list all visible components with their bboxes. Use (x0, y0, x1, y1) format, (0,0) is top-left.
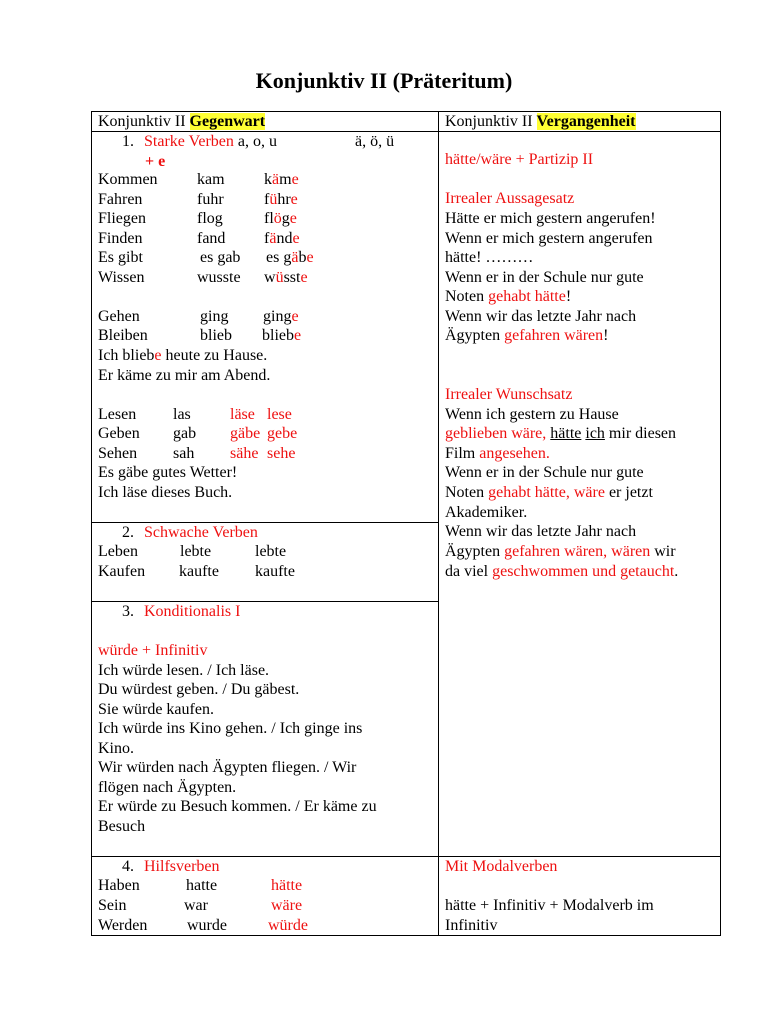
header-left-highlight: Gegenwart (189, 113, 266, 130)
w2-ul: hätte (550, 425, 582, 442)
lesen-infinitive: Geben (98, 425, 140, 442)
s1-heading: Starke Verben (144, 133, 234, 150)
wunschsatz-line-7: Wenn wir das letzte Jahr nach (445, 523, 637, 540)
header-right-highlight: Vergangenheit (536, 113, 636, 130)
weak-infinitive: Kaufen (98, 563, 146, 580)
table-column-divider (438, 111, 439, 936)
k-e: e (290, 191, 298, 208)
a5-red: gehabt hätte (488, 288, 566, 305)
w5-red: gehabt hätte, wäre (488, 484, 605, 501)
strong-verb-past: fuhr (197, 191, 224, 208)
w5-pre: Noten (445, 484, 489, 501)
aux-past: hatte (186, 877, 218, 894)
wunschsatz-heading: Irrealer Wunschsatz (445, 386, 573, 403)
k-mid: sst (283, 269, 301, 286)
lesen-k1-form: lese (267, 406, 292, 423)
aux-past: war (184, 897, 208, 914)
aussagesatz-heading: Irrealer Aussagesatz (445, 190, 575, 207)
lesen-infinitive: Sehen (98, 445, 138, 462)
strong-verb-past: fand (197, 230, 226, 247)
right-formula: hätte/wäre + Partizip II (445, 151, 594, 168)
aussagesatz-line-7 (445, 326, 608, 346)
k-pre: blieb (262, 327, 294, 344)
example-kaeme: Er käme zu mir am Abend. (98, 367, 271, 384)
lesen-past: gab (173, 425, 197, 442)
strong-verb-infinitive: Bleiben (98, 327, 148, 344)
aussagesatz-line-1: Hätte er mich gestern angerufen! (445, 210, 656, 227)
strong-verb-infinitive: Fliegen (98, 210, 146, 227)
lesen-infinitive: Lesen (98, 406, 137, 423)
lesen-past: las (173, 406, 191, 423)
konditionalis-line: Er würde zu Besuch kommen. / Er käme zu (98, 798, 377, 815)
wunschsatz-line-6: Akademiker. (445, 504, 528, 521)
k-pre: k (264, 171, 272, 188)
aux-infinitive: Sein (98, 897, 127, 914)
wunschsatz-line-3 (445, 444, 550, 464)
strong-verb-past: wusste (197, 269, 241, 286)
a7-post: ! (603, 327, 609, 344)
table-border-left (91, 111, 92, 936)
strong-verb-infinitive: Es gibt (98, 249, 143, 266)
lesen-past: sah (173, 445, 195, 462)
s4-heading-line (122, 857, 220, 877)
s1-vowels-a: a, o, u (233, 133, 278, 150)
lesen-k2-form: gäbe (230, 425, 261, 442)
strong-verb-past: es gab (200, 249, 241, 266)
konditionalis-line: Wir würden nach Ägypten fliegen. / Wir (98, 759, 357, 776)
k-mid: g (281, 210, 290, 227)
aux-infinitive: Werden (98, 917, 148, 934)
k-pre: f (264, 230, 270, 247)
konditionalis-line: Kino. (98, 740, 134, 757)
w2-ul2: ich (585, 425, 605, 442)
strong-verb-past: ging (200, 308, 229, 325)
k-pre: f (264, 191, 270, 208)
weak-past: kaufte (179, 563, 219, 580)
k-pre: fl (264, 210, 274, 227)
k-mid: nd (276, 230, 293, 247)
strong-verb-past: kam (197, 171, 225, 188)
w2-red: geblieben wäre, (445, 425, 551, 442)
k-umlaut: ä (269, 230, 277, 247)
a7-pre: Ägypten (445, 327, 505, 344)
k-umlaut: ü (269, 191, 278, 208)
s2-number: 2. (122, 524, 134, 541)
lesen-k2-form: sähe (230, 445, 259, 462)
strong-verb-konjunktiv (263, 307, 299, 327)
w8-red: gefahren wären, wären (504, 543, 651, 560)
konditionalis-line: Sie würde kaufen. (98, 701, 214, 718)
k-e: e (291, 308, 299, 325)
s1-heading-line (122, 132, 277, 152)
w2-post: mir diesen (604, 425, 677, 442)
k-umlaut: ü (275, 269, 284, 286)
example-laese: Ich läse dieses Buch. (98, 484, 233, 501)
s4-heading: Hilfsverben (144, 858, 220, 875)
w5-post: er jetzt (604, 484, 653, 501)
strong-verb-konjunktiv (266, 248, 314, 268)
a5-pre: Noten (445, 288, 489, 305)
weak-konjunktiv: lebte (255, 543, 287, 560)
konditionalis-line: Ich würde ins Kino gehen. / Ich ginge ins (98, 720, 363, 737)
strong-verb-past: blieb (200, 327, 232, 344)
w9-post: . (674, 563, 679, 580)
konditionalis-line: Du würdest geben. / Du gäbest. (98, 681, 300, 698)
k-e: e (291, 171, 299, 188)
strong-verb-infinitive: Finden (98, 230, 143, 247)
lesen-k2-form: läse (230, 406, 255, 423)
k-umlaut: ä (291, 249, 299, 266)
modalverben-heading: Mit Modalverben (445, 858, 558, 875)
konditionalis-line: Besuch (98, 818, 146, 835)
wunschsatz-line-1: Wenn ich gestern zu Hause (445, 406, 619, 423)
ex1-pre: Ich blieb (98, 347, 155, 364)
aussagesatz-line-2: Wenn er mich gestern angerufen (445, 230, 653, 247)
ex1-post: heute zu Hause. (161, 347, 268, 364)
wunschsatz-line-4: Wenn er in der Schule nur gute (445, 464, 644, 481)
a5-post: ! (565, 288, 572, 305)
weak-infinitive: Leben (98, 543, 138, 560)
modalverben-line-2: Infinitiv (445, 917, 498, 934)
weak-konjunktiv: kaufte (255, 563, 295, 580)
s3-heading: Konditionalis I (144, 603, 241, 620)
wunschsatz-line-9 (445, 562, 678, 582)
aux-past: wurde (187, 917, 227, 934)
lesen-k1-form: sehe (267, 445, 296, 462)
header-left (98, 112, 265, 132)
strong-verb-konjunktiv (262, 326, 301, 346)
s1-vowels-b: ä, ö, ü (355, 133, 395, 150)
strong-verb-konjunktiv (264, 190, 298, 210)
k-umlaut: ö (273, 210, 282, 227)
strong-verb-konjunktiv (264, 229, 300, 249)
k-e: e (289, 210, 297, 227)
ex1-e: e (154, 347, 162, 364)
k-e: e (292, 230, 300, 247)
header-right (445, 112, 636, 132)
k-e: e (300, 269, 308, 286)
konditionalis-line: flögen nach Ägypten. (98, 779, 237, 796)
header-left-prefix: Konjunktiv II (98, 113, 190, 130)
k-mid: m (279, 171, 292, 188)
w9-pre: da viel (445, 563, 493, 580)
s3-formula: würde + Infinitiv (98, 642, 208, 659)
strong-verb-infinitive: Fahren (98, 191, 143, 208)
aux-infinitive: Haben (98, 877, 140, 894)
header-right-prefix: Konjunktiv II (445, 113, 537, 130)
k-mid: b (298, 249, 307, 266)
modalverben-line-1: hätte + Infinitiv + Modalverb im (445, 897, 654, 914)
s4-number: 4. (122, 858, 134, 875)
strong-verb-infinitive: Gehen (98, 308, 140, 325)
konditionalis-line: Ich würde lesen. / Ich läse. (98, 662, 270, 679)
aussagesatz-line-3: hätte! ……… (445, 249, 534, 266)
table-border-bottom (91, 935, 721, 936)
example-blieb (98, 346, 267, 366)
aussagesatz-line-6: Wenn wir das letzte Jahr nach (445, 308, 637, 325)
wunschsatz-line-8 (445, 542, 676, 562)
strong-verb-infinitive: Wissen (98, 269, 145, 286)
k-pre: w (264, 269, 276, 286)
s2-heading-line (122, 523, 258, 543)
w3-pre: Film (445, 445, 480, 462)
w8-pre: Ägypten (445, 543, 505, 560)
w8-post: wir (650, 543, 676, 560)
w3-red: angesehen. (479, 445, 550, 462)
s3-number: 3. (122, 603, 134, 620)
k-pre: ging (263, 308, 292, 325)
page-title: Konjunktiv II (Präteritum) (255, 68, 513, 93)
strong-verb-past: flog (197, 210, 223, 227)
aux-konjunktiv: hätte (271, 877, 303, 894)
aussagesatz-line-5 (445, 287, 571, 307)
weak-past: lebte (180, 543, 212, 560)
lesen-k1-form: gebe (267, 425, 298, 442)
s2-heading: Schwache Verben (144, 524, 258, 541)
a7-red: gefahren wären (504, 327, 604, 344)
k-mid: hr (277, 191, 291, 208)
strong-verb-infinitive: Kommen (98, 171, 158, 188)
strong-verb-konjunktiv (264, 268, 308, 288)
s1-number: 1. (122, 133, 134, 150)
example-gaebe: Es gäbe gutes Wetter! (98, 464, 238, 481)
table-border-right (720, 111, 721, 936)
aux-konjunktiv: würde (268, 917, 308, 934)
strong-verb-konjunktiv (264, 170, 299, 190)
aux-konjunktiv: wäre (271, 897, 303, 914)
k-pre: es g (266, 249, 292, 266)
strong-verb-konjunktiv (264, 209, 297, 229)
k-e: e (306, 249, 314, 266)
k-e: e (294, 327, 302, 344)
aussagesatz-line-4: Wenn er in der Schule nur gute (445, 269, 644, 286)
wunschsatz-line-5 (445, 483, 653, 503)
s3-heading-line (122, 602, 240, 622)
k-umlaut: ä (272, 171, 280, 188)
wunschsatz-line-2 (445, 424, 676, 444)
s1-plus-e: + e (145, 153, 166, 170)
w9-red: geschwommen und getaucht (492, 563, 675, 580)
